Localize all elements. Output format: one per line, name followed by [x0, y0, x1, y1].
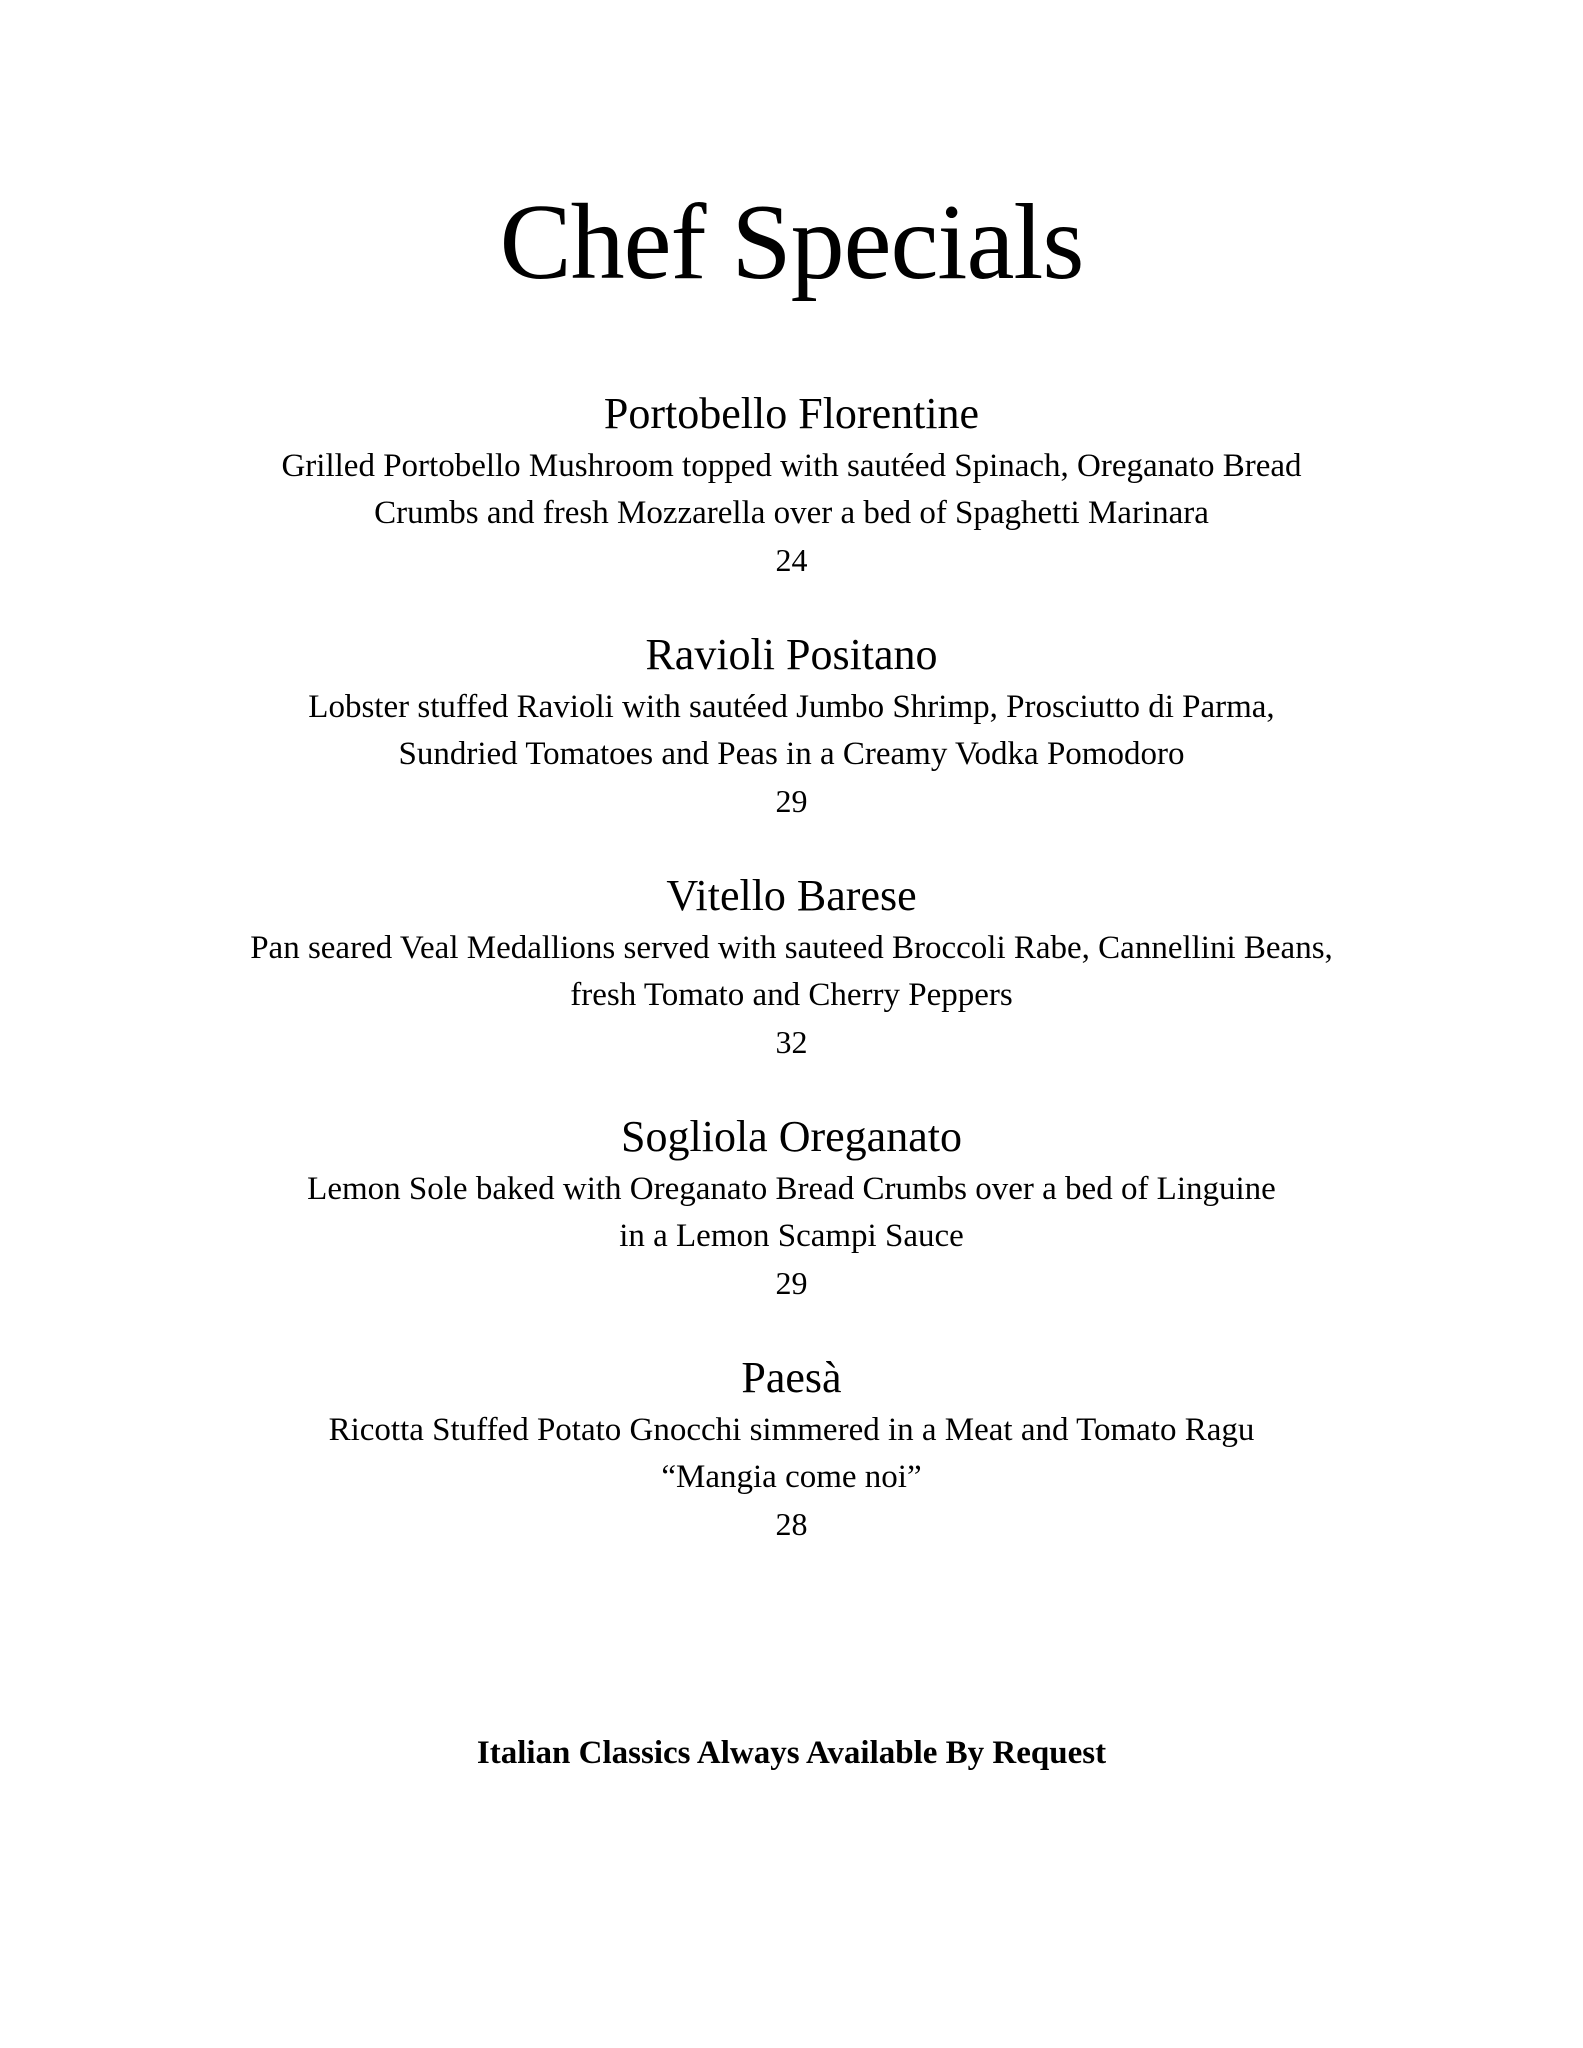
menu-item-ravioli-positano	[0, 626, 1583, 867]
menu-item-name: Portobello Florentine	[603, 389, 980, 438]
menu-item-name: Vitello Barese	[666, 871, 917, 920]
menu-item-description: Lemon Sole baked with Oreganato Bread Crumbs over a bed of Linguine in a Lemon Scampi Sauce	[307, 1171, 1276, 1254]
menu-item-portobello-florentine	[0, 385, 1583, 626]
menu-item-name: Ravioli Positano	[645, 630, 938, 679]
menu-item-description: Ricotta Stuffed Potato Gnocchi simmered in a Meat and Tomato Ragu “Mangia come noi”	[328, 1412, 1255, 1495]
menu-title: Chef Specials	[499, 183, 1084, 302]
menu-item-price: 29	[775, 1265, 808, 1301]
menu-item-description: Grilled Portobello Mushroom topped with sautéed Spinach, Oreganato Bread Crumbs and fresh Mozzarella over a bed of Spaghetti Marinara	[281, 448, 1302, 531]
menu-items-list	[0, 385, 1583, 1590]
menu-item-name: Sogliola Oreganato	[621, 1112, 962, 1161]
menu-item-price: 28	[775, 1506, 808, 1542]
menu-item-description: Lobster stuffed Ravioli with sautéed Jumbo Shrimp, Prosciutto di Parma, Sundried Tomatoes and Peas in a Creamy Vodka Pomodoro	[308, 689, 1275, 772]
menu-item-paesa	[0, 1349, 1583, 1590]
menu-item-name: Paesà	[741, 1353, 842, 1402]
footer-note: Italian Classics Always Available By Request	[476, 1735, 1107, 1771]
menu-item-vitello-barese	[0, 867, 1583, 1108]
menu-item-price: 32	[775, 1024, 808, 1060]
menu-item-description: Pan seared Veal Medallions served with sauteed Broccoli Rabe, Cannellini Beans, fresh Tomato and Cherry Peppers	[250, 930, 1333, 1013]
menu-item-price: 24	[775, 542, 808, 578]
menu-item-sogliola-oreganato	[0, 1108, 1583, 1349]
menu-item-price: 29	[775, 783, 808, 819]
